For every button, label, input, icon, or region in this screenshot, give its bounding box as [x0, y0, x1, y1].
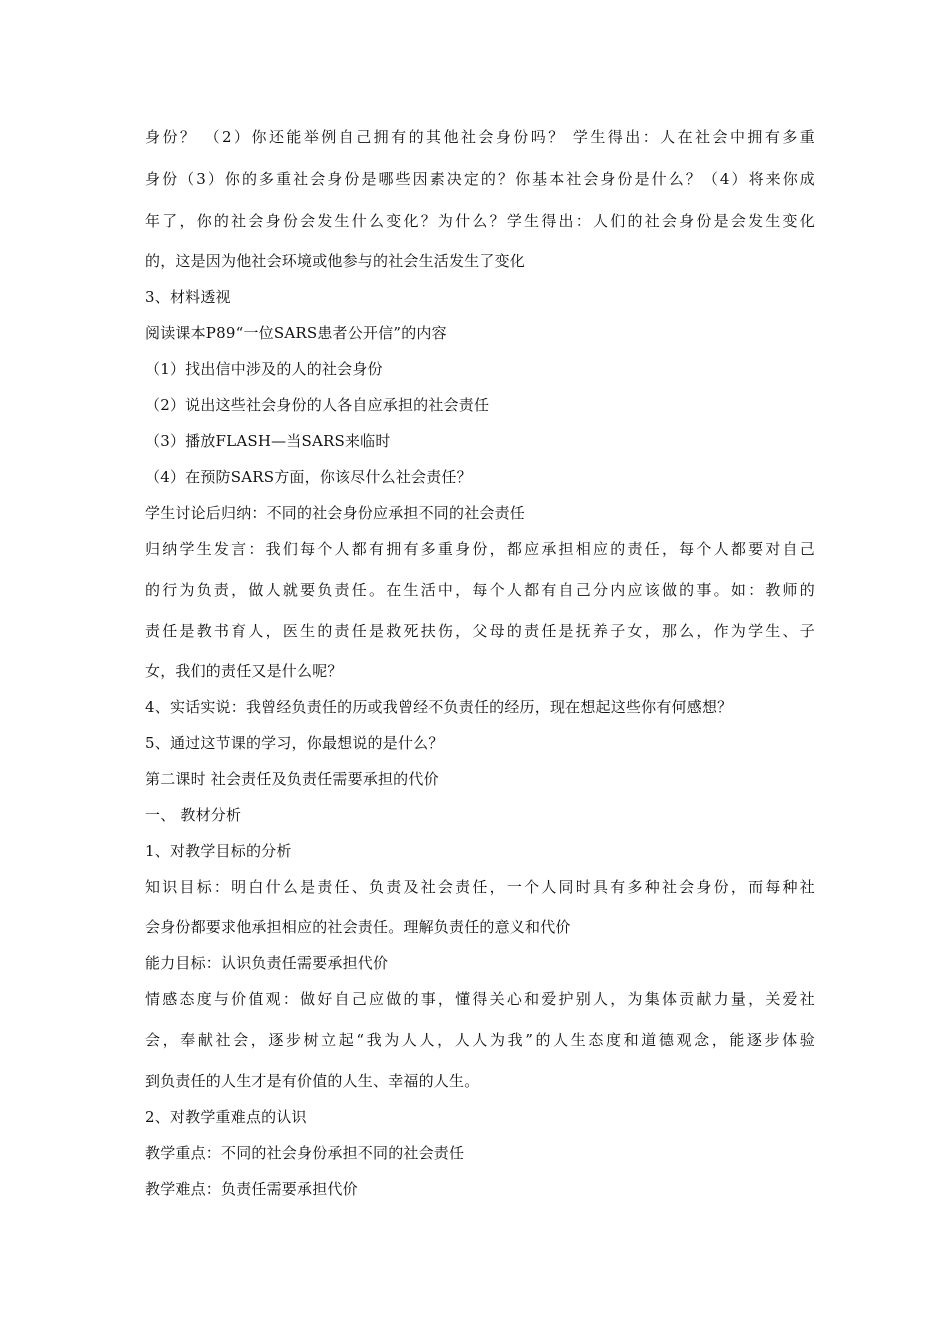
list-item: （3）播放FLASH—当SARS来临时 [145, 432, 391, 450]
text-line: 能力目标：认识负责任需要承担代价 [145, 954, 389, 972]
section-heading: 1、对教学目标的分析 [145, 842, 292, 860]
text-line: 年了，你的社会身份会发生什么变化？为什么？学生得出：人们的社会身份是会发生变化 [145, 212, 815, 230]
text-line: 责任是教书育人，医生的责任是救死扶伤，父母的责任是抚养子女，那么，作为学生、子 [145, 622, 815, 640]
text-line: 身份（3）你的多重社会身份是哪些因素决定的？你基本社会身份是什么？（4）将来你成 [145, 170, 815, 188]
text-line: 教学重点：不同的社会身份承担不同的社会责任 [145, 1144, 465, 1162]
text-line: 情感态度与价值观：做好自己应做的事，懂得关心和爱护别人，为集体贡献力量，关爱社 [145, 990, 815, 1008]
list-item: （2）说出这些社会身份的人各自应承担的社会责任 [145, 396, 490, 414]
text-line: 身份？ （2）你还能举例自己拥有的其他社会身份吗？ 学生得出：人在社会中拥有多重 [145, 128, 815, 146]
section-heading: 5、通过这节课的学习，你最想说的是什么？ [145, 734, 444, 752]
text-line: 学生讨论后归纳：不同的社会身份应承担不同的社会责任 [145, 504, 526, 522]
text-line: 教学难点：负责任需要承担代价 [145, 1180, 358, 1198]
text-line: 阅读课本P89“一位SARS患者公开信”的内容 [145, 324, 447, 342]
section-heading: 4、实话实说：我曾经负责任的历或我曾经不负责任的经历，现在想起这些你有何感想？ [145, 698, 733, 716]
text-line: 到负责任的人生才是有价值的人生、幸福的人生。 [145, 1072, 480, 1090]
section-heading: 3、材料透视 [145, 288, 231, 306]
text-line: 会身份都要求他承担相应的社会责任。理解负责任的意义和代价 [145, 918, 571, 936]
section-heading: 一、 教材分析 [145, 806, 242, 824]
text-line: 会，奉献社会，逐步树立起“我为人人，人人为我”的人生态度和道德观念，能逐步体验 [145, 1031, 815, 1049]
text-line: 女，我们的责任又是什么呢？ [145, 662, 343, 680]
list-item: （1）找出信中涉及的人的社会身份 [145, 360, 383, 378]
text-line: 归纳学生发言：我们每个人都有拥有多重身份，都应承担相应的责任，每个人都要对自己 [145, 540, 815, 558]
lesson-title: 第二课时 社会责任及负责任需要承担的代价 [145, 770, 439, 788]
list-item: （4）在预防SARS方面，你该尽什么社会责任？ [145, 468, 472, 486]
text-line: 的行为负责，做人就要负责任。在生活中，每个人都有自己分内应该做的事。如：教师的 [145, 581, 815, 599]
text-line: 知识目标：明白什么是责任、负责及社会责任，一个人同时具有多种社会身份，而每种社 [145, 878, 815, 896]
text-line: 的，这是因为他社会环境或他参与的社会生活发生了变化 [145, 252, 526, 270]
section-heading: 2、对教学重难点的认识 [145, 1108, 307, 1126]
